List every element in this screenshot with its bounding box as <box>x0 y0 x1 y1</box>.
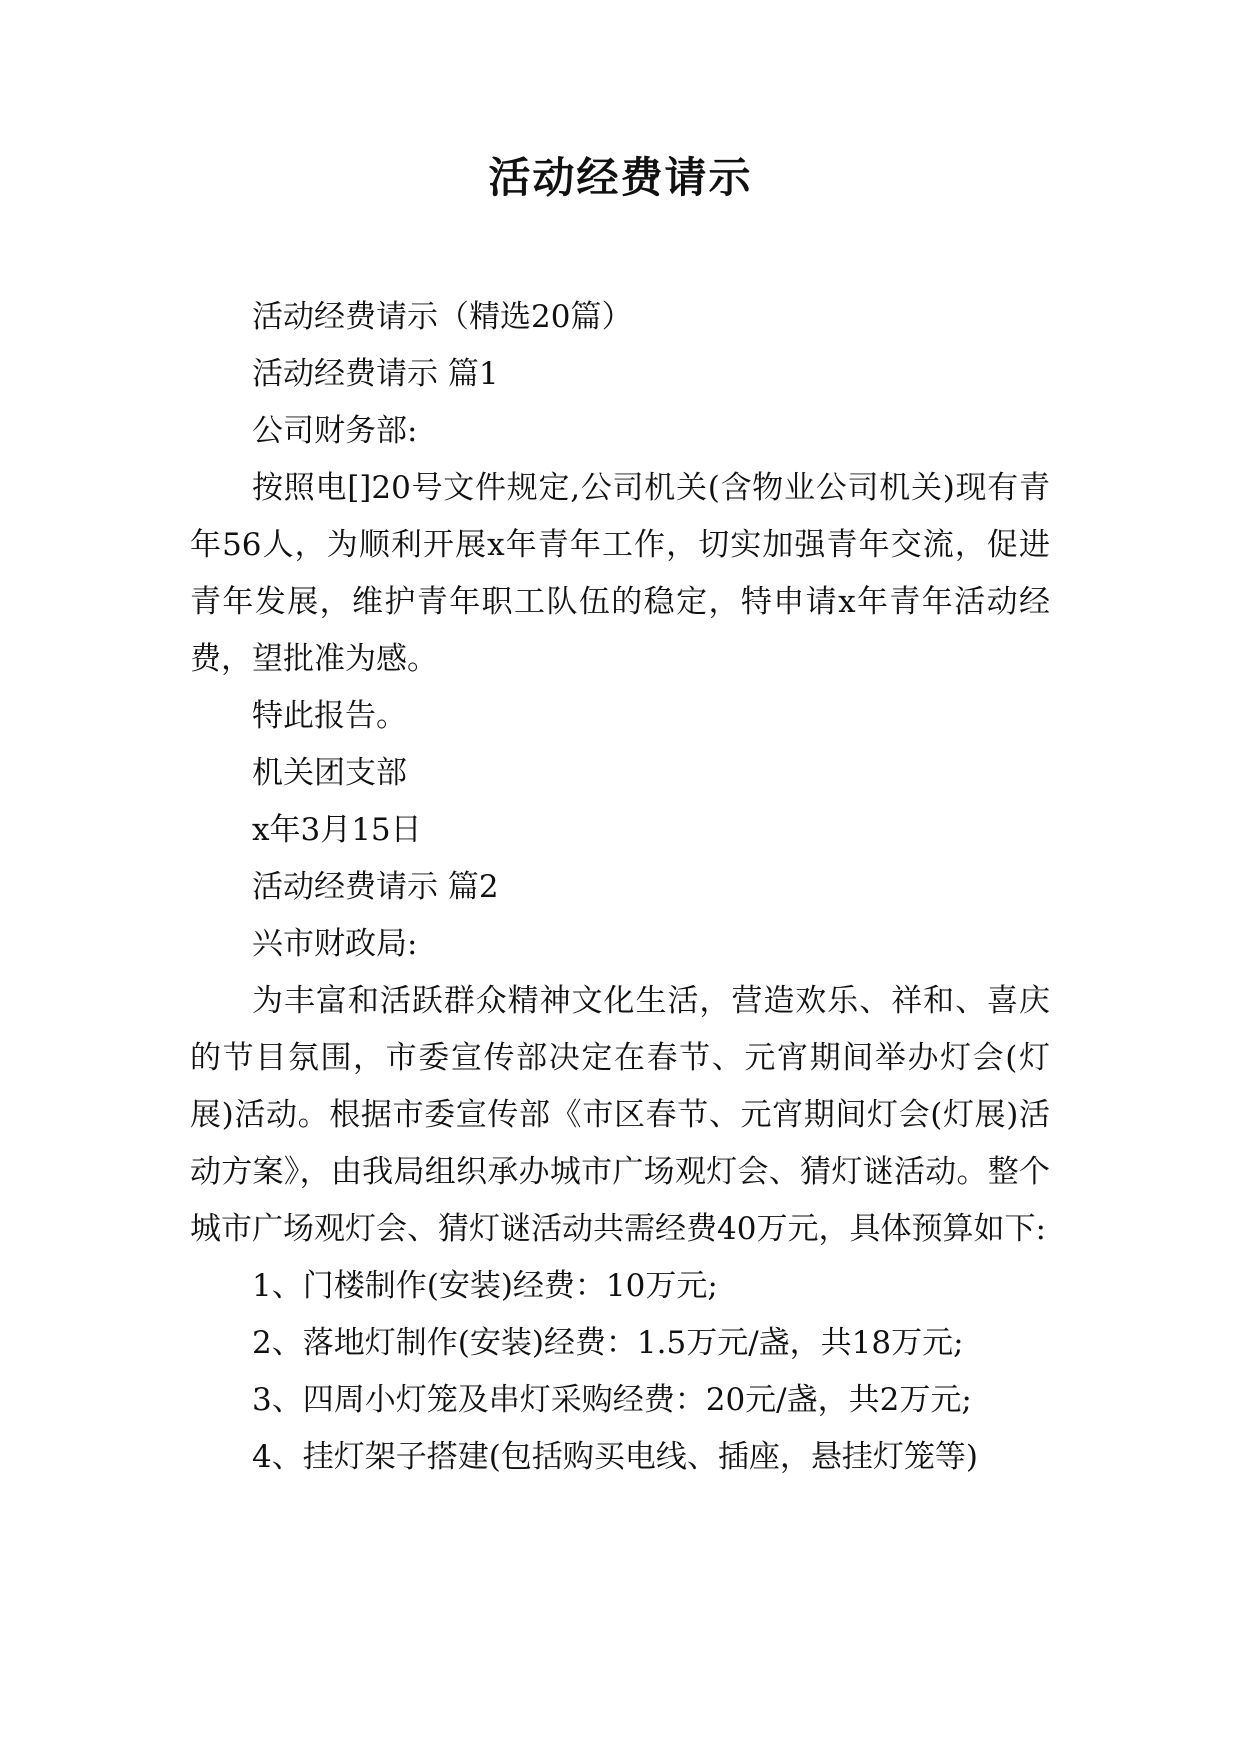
document-title: 活动经费请示 <box>488 153 753 202</box>
paragraph-date-1: x年3月15日 <box>252 812 422 848</box>
paragraph-section-heading-2: 活动经费请示 篇2 <box>252 869 499 905</box>
budget-item-3: 3、四周小灯笼及串灯采购经费：20元/盏，共2万元; <box>252 1382 972 1418</box>
paragraph-section-heading-1: 活动经费请示 篇1 <box>252 356 499 392</box>
paragraph-addressee-1: 公司财务部: <box>252 413 418 449</box>
budget-item-2: 2、落地灯制作(安装)经费：1.5万元/盏，共18万元; <box>252 1325 964 1361</box>
paragraph-closing-1: 特此报告。 <box>252 698 407 734</box>
paragraph-request-body-2: 为丰富和活跃群众精神文化生活，营造欢乐、祥和、喜庆的节目氛围，市委宣传部决定在春节、元宵期间举办灯会(灯展)活动。根据市委宣传部《市区春节、元宵期间灯会(灯展)活动方案》，由我局组织承办城市广场观灯会、猜灯谜活动。整个城市广场观灯会、猜灯谜活动共需经费40万元，具体预算如下: <box>190 983 1050 1247</box>
paragraph-request-body-1: 按照电[]20号文件规定,公司机关(含物业公司机关)现有青年56人，为顺利开展x年青年工作，切实加强青年交流，促进青年发展，维护青年职工队伍的稳定，特申请x年青年活动经费，望批准为感。 <box>190 470 1050 677</box>
document-body <box>190 289 1050 1486</box>
budget-item-4: 4、挂灯架子搭建(包括购买电线、插座，悬挂灯笼等) <box>252 1439 978 1475</box>
budget-item-1: 1、门楼制作(安装)经费：10万元; <box>252 1268 718 1304</box>
paragraph-subtitle: 活动经费请示（精选20篇） <box>252 299 633 335</box>
paragraph-addressee-2: 兴市财政局: <box>252 926 418 962</box>
paragraph-signature-1: 机关团支部 <box>252 755 407 791</box>
